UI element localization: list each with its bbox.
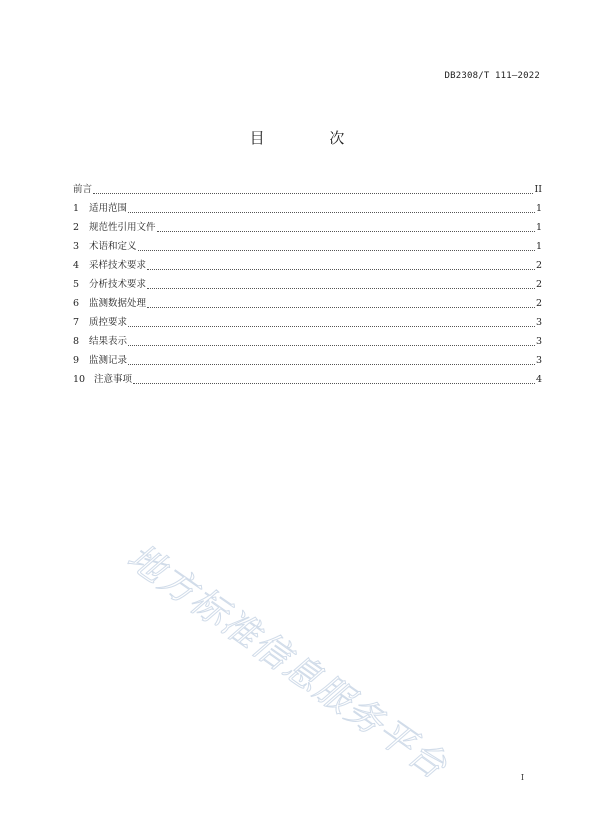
toc-dot-leader [128, 363, 535, 365]
toc-dot-leader [138, 249, 535, 251]
toc-entry-number: 8 [73, 336, 80, 347]
toc-entry[interactable] [73, 332, 542, 351]
toc-entry-number: 10 [73, 374, 86, 385]
toc-entry-page: II [534, 184, 542, 195]
toc-entry-page: 2 [535, 279, 542, 290]
toc-entry-page: 4 [535, 374, 542, 385]
toc-entry[interactable] [73, 351, 542, 370]
toc-entry-label: 分析技术要求 [89, 279, 147, 290]
toc-entry-number: 1 [73, 203, 80, 214]
toc-entry-label: 监测记录 [89, 355, 128, 366]
toc-dot-leader [147, 268, 535, 270]
toc-entry-number: 5 [73, 279, 80, 290]
toc-dot-leader [157, 230, 535, 232]
toc-entry[interactable] [73, 237, 542, 256]
toc-entry-number: 3 [73, 241, 80, 252]
toc-dot-leader [128, 211, 535, 213]
toc-entry-label: 适用范围 [89, 203, 128, 214]
toc-entry[interactable] [73, 199, 542, 218]
toc-entry-page: 2 [535, 260, 542, 271]
toc-entry-page: 3 [535, 355, 542, 366]
toc-entry-number: 2 [73, 222, 80, 233]
page-title: 目 次 [249, 129, 375, 147]
toc-entry[interactable] [73, 294, 542, 313]
toc-entry-page: 1 [535, 222, 542, 233]
toc-entry-label: 术语和定义 [89, 241, 137, 252]
toc-dot-leader [147, 287, 535, 289]
toc-dot-leader [128, 325, 535, 327]
toc-dot-leader [147, 306, 535, 308]
toc-entry-page: 3 [535, 336, 542, 347]
watermark: 地方标准信息服务平台 [119, 536, 455, 789]
toc-entry-page: 3 [535, 317, 542, 328]
toc-entry-number: 6 [73, 298, 80, 309]
table-of-contents [73, 180, 542, 389]
toc-entry-label: 前言 [73, 184, 93, 195]
toc-entry[interactable] [73, 275, 542, 294]
toc-entry-label: 结果表示 [89, 336, 128, 347]
toc-entry-label: 监测数据处理 [89, 298, 147, 309]
toc-entry-number: 9 [73, 355, 80, 366]
toc-entry-number: 7 [73, 317, 80, 328]
toc-entry[interactable] [73, 180, 542, 199]
toc-entry[interactable] [73, 370, 542, 389]
document-code: DB2308/T 111—2022 [444, 71, 540, 81]
toc-entry-number: 4 [73, 260, 80, 271]
toc-entry-page: 2 [535, 298, 542, 309]
toc-entry[interactable] [73, 256, 542, 275]
toc-entry-page: 1 [535, 203, 542, 214]
toc-dot-leader [128, 344, 535, 346]
toc-dot-leader [133, 382, 535, 384]
toc-entry-label: 采样技术要求 [89, 260, 147, 271]
page-number: I [520, 773, 524, 782]
toc-entry-label: 注意事项 [94, 374, 133, 385]
toc-entry-page: 1 [535, 241, 542, 252]
toc-dot-leader [93, 192, 533, 194]
toc-entry-label: 质控要求 [89, 317, 128, 328]
toc-entry-label: 规范性引用文件 [89, 222, 156, 233]
toc-entry[interactable] [73, 313, 542, 332]
toc-entry[interactable] [73, 218, 542, 237]
